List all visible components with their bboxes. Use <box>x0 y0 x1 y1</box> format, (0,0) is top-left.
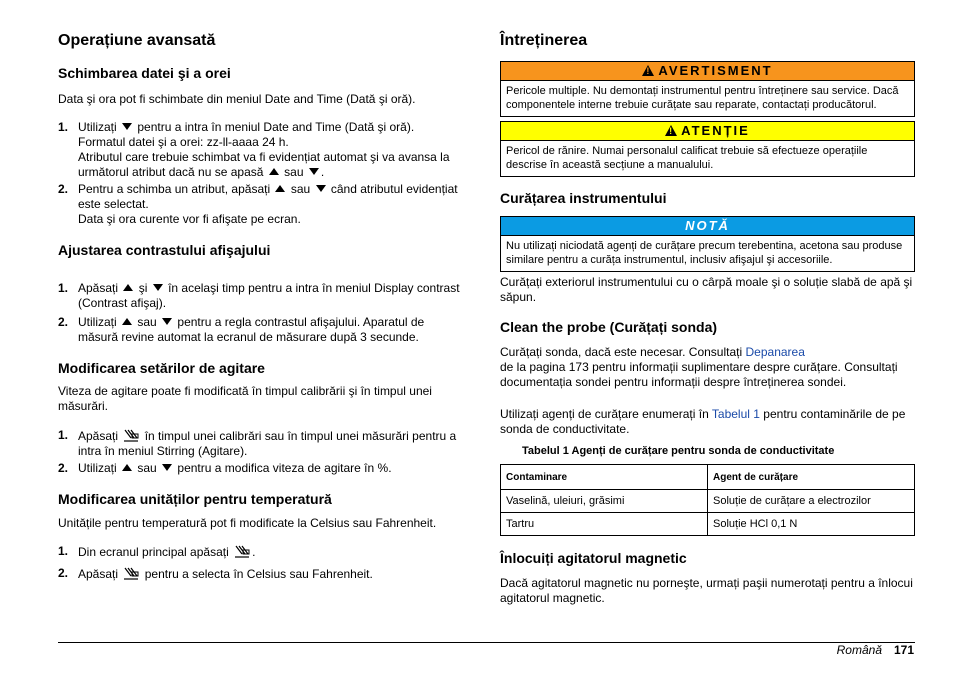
table-cell: Soluție HCl 0,1 N <box>708 513 915 536</box>
note-text: Nu utilizați niciodată agenți de curățare precum terebentina, acetona sau produse similare pentru a curăța instrumentul, inclusiv afişajul şi accesoriile. <box>506 240 903 266</box>
warning-icon <box>642 65 654 76</box>
footer-language: Română <box>836 643 882 657</box>
temperature-intro: Unitățile pentru temperatură pot fi modificate la Celsius sau Fahrenheit. <box>58 516 437 530</box>
down-arrow-icon <box>162 464 172 471</box>
table-row <box>501 513 915 536</box>
warning-box <box>500 61 915 117</box>
up-arrow-icon <box>122 318 132 325</box>
down-arrow-icon <box>153 284 163 291</box>
stir-icon <box>234 544 250 559</box>
up-arrow-icon <box>123 284 133 291</box>
down-arrow-icon <box>122 123 132 130</box>
up-arrow-icon <box>269 168 279 175</box>
down-arrow-icon <box>309 168 319 175</box>
stirrer-text: Dacă agitatorul magnetic nu porneşte, urmați paşii numerotați pentru a înlocui agitatorul magnetic. <box>500 576 913 605</box>
probe-paragraph-1: Curățați sonda, dacă este necesar. Consultați Depanarea de la pagina 173 pentru informații suplimentare despre curățare. Consultați documentația sondei pentru informații despre întreținerea sondei. <box>500 345 898 389</box>
table-header-cell: Agent de curățare <box>708 465 915 490</box>
stir-icon <box>123 566 139 581</box>
table-cell: Tartru <box>501 513 708 536</box>
link-tabelul-1[interactable]: Tabelul 1 <box>711 407 760 421</box>
note-label: NOTĂ <box>501 217 914 236</box>
heading-stirring: Modificarea setărilor de agitare <box>58 360 265 376</box>
down-arrow-icon <box>316 185 326 192</box>
cleaning-agents-table <box>500 464 915 536</box>
table-row <box>501 490 915 513</box>
heading-cleaning: Curățarea instrumentului <box>500 190 667 206</box>
up-arrow-icon <box>122 464 132 471</box>
table-cell: Vaselină, uleiuri, grăsimi <box>501 490 708 513</box>
caution-text: Pericol de rănire. Numai personalul calificat trebuie să efectueze operațiile descrise în această secțiune a manualului. <box>506 145 868 171</box>
heading-probe: Clean the probe (Curățați sonda) <box>500 319 718 335</box>
section-title-advanced: Operațiune avansată <box>58 32 216 49</box>
section-title-maintenance: Întreținerea <box>500 32 588 49</box>
caution-icon <box>665 125 677 136</box>
warning-text: Pericole multiple. Nu demontați instrumentul pentru întreținere sau service. Dacă componentele interne trebuie curățate sau reparate, contactați producătorul. <box>506 85 899 111</box>
down-arrow-icon <box>162 318 172 325</box>
table-caption: Tabelul 1 Agenți de curățare pentru sonda de conductivitate <box>522 445 835 457</box>
stirring-intro: Viteza de agitare poate fi modificată în timpul calibrării şi în timpul unei măsurări. <box>58 384 432 413</box>
heading-contrast: Ajustarea contrastului afişajului <box>58 242 271 258</box>
table-header-cell: Contaminare <box>501 465 708 490</box>
probe-paragraph-2: Utilizați agenți de curățare enumerați în Tabelul 1 pentru contaminările de pe sonda de conductivitate. <box>500 407 906 436</box>
warning-label: AVERTISMENT <box>658 63 773 78</box>
heading-date-time: Schimbarea datei şi a orei <box>58 65 231 81</box>
stir-icon <box>123 428 139 443</box>
up-arrow-icon <box>275 185 285 192</box>
caution-box <box>500 121 915 177</box>
link-depanarea[interactable]: Depanarea <box>745 345 805 359</box>
note-box <box>500 216 915 272</box>
page-number: 171 <box>893 643 914 657</box>
cleaning-text: Curățați exteriorul instrumentului cu o cârpă moale şi o soluție slabă de apă şi săpun. <box>500 275 913 304</box>
table-cell: Soluție de curățare a electrozilor <box>708 490 915 513</box>
caution-label: ATENȚIE <box>681 123 750 138</box>
date-intro: Data şi ora pot fi schimbate din meniul Date and Time (Dată şi oră). <box>58 92 416 106</box>
heading-temperature: Modificarea unităților pentru temperatură <box>58 491 332 507</box>
table-header-row <box>501 465 915 490</box>
heading-stirrer: Înlocuiți agitatorul magnetic <box>500 550 687 566</box>
footer-divider <box>58 642 915 643</box>
